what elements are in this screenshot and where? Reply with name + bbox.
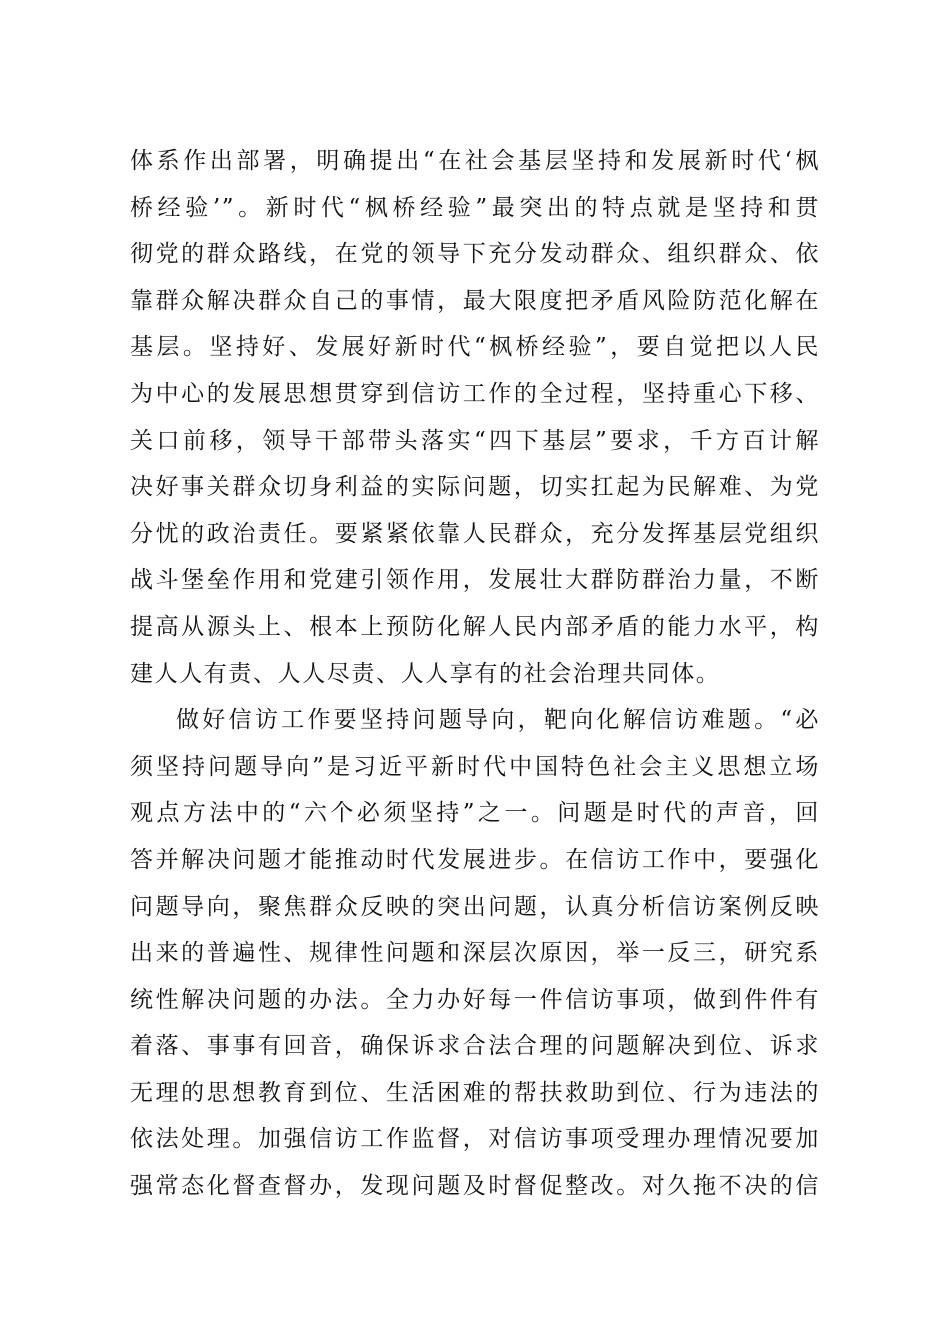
text-line-paragraph-start: 做好信访工作要坚持问题导向，靶向化解信访难题。“必 [176,707,820,734]
text-line: 须坚持问题导向”是习近平新时代中国特色社会主义思想立场 [130,753,820,780]
text-line: 决好事关群众切身利益的实际问题，切实扛起为民解难、为党 [130,474,820,501]
text-line: 基层。坚持好、发展好新时代“枫桥经验”，要自觉把以人民 [130,334,820,361]
text-line: 答并解决问题才能推动时代发展进步。在信访工作中，要强化 [130,846,820,873]
text-line: 问题导向，聚焦群众反映的突出问题，认真分析信访案例反映 [130,893,820,920]
text-line: 靠群众解决群众自己的事情，最大限度把矛盾风险防范化解在 [130,287,820,314]
text-line: 强常态化督查督办，发现问题及时督促整改。对久拖不决的信 [130,1173,820,1200]
text-line: 战斗堡垒作用和党建引领作用，发展壮大群防群治力量，不断 [130,567,820,594]
text-line: 无理的思想教育到位、生活困难的帮扶救助到位、行为违法的 [130,1079,820,1106]
text-line: 统性解决问题的办法。全力办好每一件信访事项，做到件件有 [130,986,820,1013]
text-line: 桥经验’”。新时代“枫桥经验”最突出的特点就是坚持和贯 [130,194,820,221]
text-line: 彻党的群众路线，在党的领导下充分发动群众、组织群众、依 [130,241,820,268]
text-line: 关口前移，领导干部带头落实“四下基层”要求，千方百计解 [130,427,820,454]
text-line: 体系作出部署，明确提出“在社会基层坚持和发展新时代‘枫 [130,148,820,174]
text-line: 提高从源头上、根本上预防化解人民内部矛盾的能力水平，构 [130,613,820,640]
text-line: 分忧的政治责任。要紧紧依靠人民群众，充分发挥基层党组织 [130,520,820,547]
body-text [130,138,820,1210]
text-line: 依法处理。加强信访工作监督，对信访事项受理办理情况要加 [130,1126,820,1153]
text-line: 出来的普遍性、规律性问题和深层次原因，举一反三，研究系 [130,940,820,967]
text-line: 观点方法中的“六个必须坚持”之一。问题是时代的声音，回 [130,800,820,827]
text-line: 着落、事事有回音，确保诉求合法合理的问题解决到位、诉求 [130,1033,820,1060]
text-line-paragraph-end: 建人人有责、人人尽责、人人享有的社会治理共同体。 [130,660,721,687]
text-line: 为中心的发展思想贯穿到信访工作的全过程，坚持重心下移、 [130,380,820,407]
